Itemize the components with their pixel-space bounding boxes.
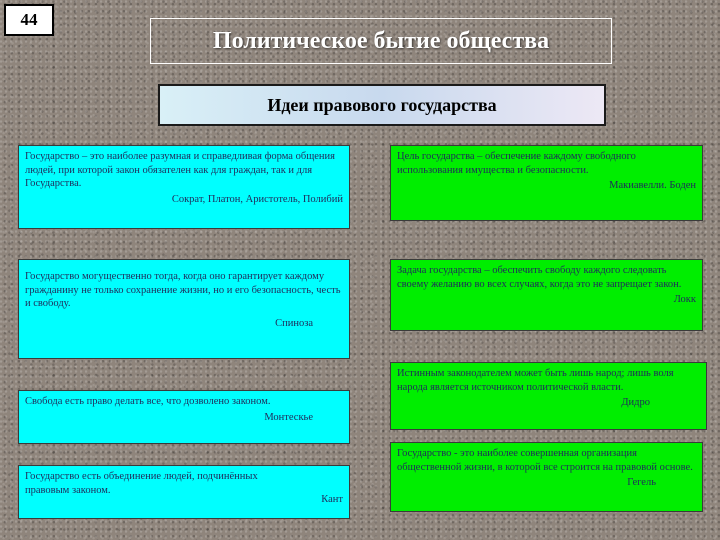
quote-text: Истинным законодателем может быть лишь народ; лишь воля народа является источником политической власти. [397, 368, 674, 393]
quote-author: Макиавелли. Боден [609, 180, 696, 191]
quote-author: Локк [673, 294, 696, 305]
quote-card-montesquieu [18, 390, 350, 444]
quote-card-kant [18, 465, 350, 519]
quote-text: Государство могущественно тогда, когда оно гарантирует каждому гражданину не только сохранение жизни, но и его безопасность, честь и свободу. [25, 271, 341, 309]
quote-text: Государство – это наиболее разумная и справедливая форма общения людей, при которой закон обязателен как для граждан, так и для Государства. [25, 151, 336, 189]
slide-title: Политическое бытие общества [150, 18, 612, 64]
quote-author: Монтескье [264, 411, 313, 423]
quote-card-hegel [390, 442, 703, 512]
quote-text: Государство - это наиболее совершенная организация общественной жизни, в которой все строится на правовой основе. [397, 448, 693, 473]
quote-card-diderot [390, 362, 707, 430]
quote-text: Государство есть объединение людей, подчинённых правовым законом. [25, 471, 258, 496]
section-heading: Идеи правового государства [158, 84, 606, 126]
quote-text: Задача государства – обеспечить свободу каждого следовать своему желанию во всех случаях, когда это не запрещает закон. [397, 265, 682, 290]
quote-author: Сократ, Платон, Аристотель, Полибий [171, 193, 343, 205]
quote-author: Спиноза [275, 317, 313, 329]
quote-card-spinoza [18, 259, 350, 359]
quote-text: Цель государства – обеспечение каждому свободного использования имущества и безопасности. [397, 151, 636, 176]
quote-author: Дидро [621, 397, 650, 408]
quote-card-socrates [18, 145, 350, 229]
quote-card-machiavelli [390, 145, 703, 221]
slide-number: 44 [4, 4, 54, 36]
quote-author: Гегель [627, 477, 656, 488]
quote-text: Свобода есть право делать все, что дозволено законом. [25, 396, 271, 407]
quote-author: Кант [321, 494, 343, 505]
quote-card-locke [390, 259, 703, 331]
